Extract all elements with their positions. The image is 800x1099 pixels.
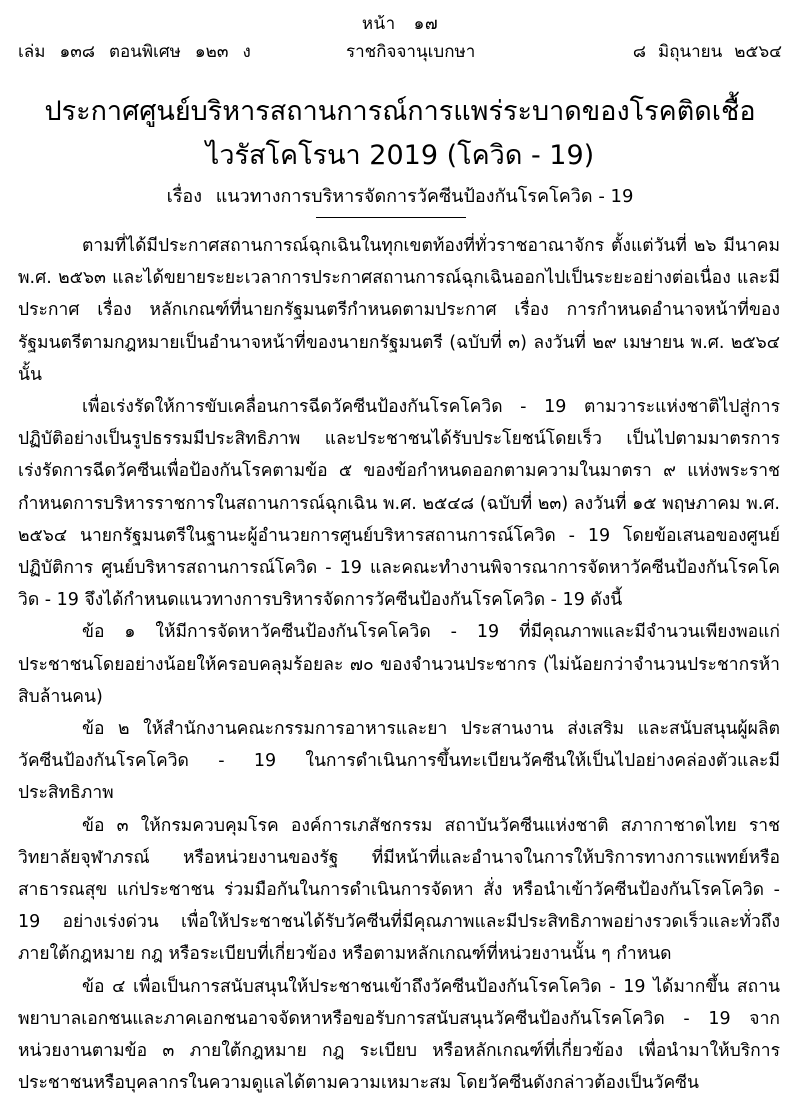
section-label: ตอนพิเศษ <box>108 42 181 62</box>
date-month: มิถุนายน <box>658 42 723 62</box>
document-body <box>18 230 780 1099</box>
gazette-name: ราชกิจจานุเบกษา <box>346 42 476 62</box>
title-line-1: ประกาศศูนย์บริหารสถานการณ์การแพร่ระบาดของโรคติดเชื้อ <box>44 96 756 127</box>
paragraph-clause-4: ข้อ ๔ เพื่อเป็นการสนับสนุนให้ประชาชนเข้าถึงวัคซีนป้องกันโรคโควิด - 19 ได้มากขึ้น สถานพยาบาลเอกชนและภาคเอกชนอาจจัดหาหรือขอรับการสนับสนุนวัคซีนป้องกันโรคโควิด - 19 จากหน่วยงานตามข้อ ๓ ภายใต้กฎหมาย กฎ ระเบียบ หรือหลักเกณฑ์ที่เกี่ยวข้อง เพื่อนำมาให้บริการประชาชนหรือบุคลากรในความดูแลได้ตามความเหมาะสม โดยวัคซีนดังกล่าวต้องเป็นวัคซีน <box>18 976 780 1094</box>
paragraph-clause-2: ข้อ ๒ ให้สำนักงานคณะกรรมการอาหารและยา ประสานงาน ส่งเสริม และสนับสนุนผู้ผลิตวัคซีนป้องกันโรคโควิด - 19 ในการดำเนินการขึ้นทะเบียนวัคซีนให้เป็นไปอย่างคล่องตัวและมีประสิทธิภาพ <box>18 719 780 804</box>
volume-label: เล่ม <box>18 42 46 62</box>
title-line-2: ไวรัสโคโรนา 2019 (โควิด - 19) <box>205 140 595 171</box>
subject-text: แนวทางการบริหารจัดการวัคซีนป้องกันโรคโควิด - 19 <box>215 186 634 207</box>
section-type: ง <box>242 42 251 62</box>
date-day: ๘ <box>632 42 647 62</box>
section-number: ๑๒๓ <box>194 42 229 62</box>
volume-number: ๑๓๘ <box>59 42 95 62</box>
paragraph-resolution: เพื่อเร่งรัดให้การขับเคลื่อนการฉีดวัคซีนป้องกันโรคโควิด - 19 ตามวาระแห่งชาติไปสู่การปฏิบัติอย่างเป็นรูปธรรมมีประสิทธิภาพ และประชาชนได้รับประโยชน์โดยเร็ว เป็นไปตามมาตรการเร่งรัดการฉีดวัคซีนเพื่อป้องกันโรคตามข้อ ๕ ของข้อกำหนดออกตามความในมาตรา ๙ แห่งพระราชกำหนดการบริหารราชการในสถานการณ์ฉุกเฉิน พ.ศ. ๒๕๔๘ (ฉบับที่ ๒๓) ลงวันที่ ๑๕ พฤษภาคม พ.ศ. ๒๕๖๔ นายกรัฐมนตรีในฐานะผู้อำนวยการศูนย์บริหารสถานการณ์โควิด - 19 โดยข้อเสนอของศูนย์ปฏิบัติการ ศูนย์บริหารสถานการณ์โควิด - 19 และคณะทำงานพิจารณาการจัดหาวัคซีนป้องกันโรคโควิด - 19 จึงได้กำหนดแนวทางการบริหารจัดการวัคซีนป้องกันโรคโควิด - 19 ดังนี้ <box>18 397 780 611</box>
page-number-value: ๑๗ <box>413 14 439 34</box>
page-number-label: หน้า <box>361 14 396 34</box>
document-title <box>0 90 800 178</box>
gazette-header-issue <box>18 38 265 65</box>
paragraph-preamble: ตามที่ได้มีประกาศสถานการณ์ฉุกเฉินในทุกเขตท้องที่ทั่วราชอาณาจักร ตั้งแต่วันที่ ๒๖ มีนาคม พ.ศ. ๒๕๖๓ และได้ขยายระยะเวลาการประกาศสถานการณ์ฉุกเฉินออกไปเป็นระยะอย่างต่อเนื่อง และมีประกาศ เรื่อง หลักเกณฑ์ที่นายกรัฐมนตรีกำหนดตามประกาศ เรื่อง การกำหนดอำนาจหน้าที่ของรัฐมนตรีตามกฎหมายเป็นอำนาจหน้าที่ของนายกรัฐมนตรี (ฉบับที่ ๓) ลงวันที่ ๒๙ เมษายน พ.ศ. ๒๕๖๔ นั้น <box>18 236 780 385</box>
gazette-header <box>18 38 782 64</box>
gazette-header-date <box>621 38 782 65</box>
paragraph-clause-3: ข้อ ๓ ให้กรมควบคุมโรค องค์การเภสัชกรรม สถาบันวัคซีนแห่งชาติ สภากาชาดไทย ราชวิทยาลัยจุฬาภรณ์ หรือหน่วยงานของรัฐ ที่มีหน้าที่และอำนาจในการให้บริการทางการแพทย์หรือสาธารณสุข แก่ประชาชน ร่วมมือกันในการดำเนินการจัดหา สั่ง หรือนำเข้าวัคซีนป้องกันโรคโควิด - 19 อย่างเร่งด่วน เพื่อให้ประชาชนได้รับวัคซีนที่มีคุณภาพและมีประสิทธิภาพอย่างรวดเร็วและทั่วถึง ภายใต้กฎหมาย กฎ หรือระเบียบที่เกี่ยวข้อง หรือตามหลักเกณฑ์ที่หน่วยงานนั้น ๆ กำหนด <box>18 815 780 965</box>
page-number <box>0 10 800 37</box>
document-subject <box>0 181 800 210</box>
date-year: ๒๕๖๔ <box>734 42 782 62</box>
title-divider <box>316 217 466 218</box>
subject-label: เรื่อง <box>166 186 202 207</box>
paragraph-clause-1: ข้อ ๑ ให้มีการจัดหาวัคซีนป้องกันโรคโควิด - 19 ที่มีคุณภาพและมีจำนวนเพียงพอแก่ประชาชนโดยอย่างน้อยให้ครอบคลุมร้อยละ ๗๐ ของจำนวนประชากร (ไม่น้อยกว่าจำนวนประชากรห้าสิบล้านคน) <box>18 622 780 707</box>
